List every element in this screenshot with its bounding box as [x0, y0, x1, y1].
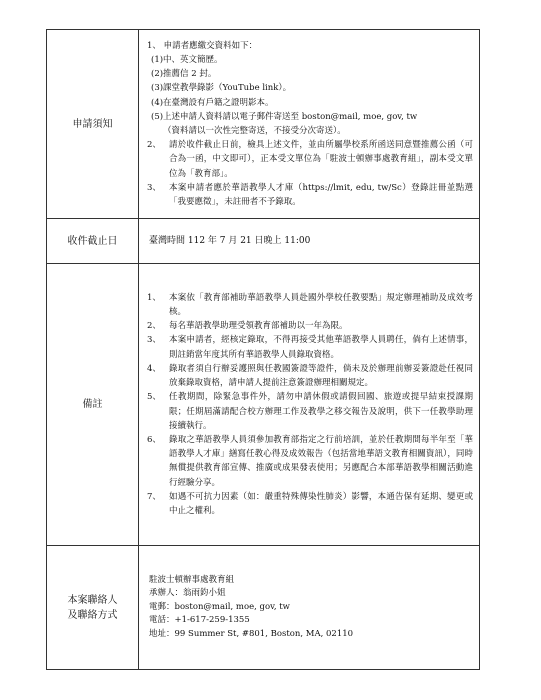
application-subitem: (1)中、英文簡歷。	[151, 54, 223, 65]
remark-item	[147, 333, 473, 361]
application-subitem: (3)課堂教學錄影（YouTube link）。	[151, 83, 292, 94]
remark-item	[147, 362, 473, 390]
remark-item	[147, 490, 473, 518]
item-number: 6、	[147, 434, 161, 445]
contact-office: 駐波士頓辦事處教育組	[149, 574, 235, 585]
contact-phone: 電話：+1-617-259-1355	[149, 615, 250, 626]
contact-label-line: 本案聯絡人	[67, 594, 118, 606]
contact-content	[139, 546, 480, 670]
remarks-content	[139, 264, 480, 546]
item-number: 5、	[147, 392, 161, 403]
remark-item	[147, 390, 473, 433]
contact-row	[47, 546, 480, 670]
item-text: 每名華語教學助理受領教育部補助以一年為限。	[169, 321, 348, 332]
deadline-value: 臺灣時間 112 年 7 月 21 日晚上 11:00	[139, 219, 480, 264]
item-number: 2、	[147, 140, 161, 151]
application-item	[147, 181, 473, 209]
deadline-row	[47, 219, 480, 264]
item-text: 錄取之華語教學人員須參加教育部指定之行前培訓，並於任教期間每半年至「華語教學人才庫」繕寫任教心得及成效報告（包括當地華語文教育相關資訊），同時無償提供教育部宣傳、推廣或成果發表使用；另應配合本部華語教學相關活動進行經驗分享。	[169, 434, 473, 488]
announcement-table	[46, 29, 480, 670]
item-number: 7、	[147, 491, 161, 502]
remarks-label: 備註	[47, 264, 139, 546]
application-subitem: (2)推薦信 2 封。	[151, 69, 217, 80]
application-content	[139, 30, 480, 219]
application-subitem: (5)上述申請人資料請以電子郵件寄送至 boston@mail, moe, gov, tw	[151, 111, 418, 122]
application-row	[47, 30, 480, 219]
remark-item	[147, 433, 473, 490]
item-text: 本案申請者應於華語教學人才庫（https://lmit, edu, tw/Sc）登錄註冊並點選「我要應徵」，未註冊者不予錄取。	[169, 182, 473, 208]
item-text: 如遇不可抗力因素（如：嚴重特殊傳染性肺炎）影響，本通告保有延期、變更或中止之權利。	[169, 491, 473, 516]
contact-address: 地址：99 Summer St, #801, Boston, MA, 02110	[149, 628, 354, 639]
contact-person: 承辦人：翁雨鈞小姐	[149, 588, 226, 599]
item-text: 任教期間，除緊急事件外，請勿申請休假或請假回國、旅遊或提早結束授課期限；任期屆滿請配合校方辦理工作及教學之移交報告及說明，供下一任教學助理接續執行。	[169, 392, 473, 431]
contact-email: 電郵：boston@mail, moe, gov, tw	[149, 601, 290, 612]
deadline-label: 收件截止日	[47, 219, 139, 264]
application-subitem: (4)在臺灣設有戶籍之證明影本。	[151, 97, 274, 108]
item-text: 本案依「教育部補助華語教學人員赴國外學校任教要點」規定辦理補助及成效考核。	[169, 292, 473, 318]
remark-item	[147, 319, 473, 333]
contact-label	[47, 546, 139, 670]
remark-item	[147, 291, 473, 319]
application-subitem-note: （資料請以一次性完整寄送，不接受分次寄送）。	[163, 126, 346, 136]
application-label: 申請須知	[47, 30, 139, 219]
item-number: 4、	[147, 363, 161, 374]
item-text: 錄取者須自行辦妥護照與任教國簽證等證件，倘未及於辦理前辦妥簽證赴任視同放棄錄取資格，請申請人提前注意簽證辦理相關規定。	[169, 363, 473, 389]
item-text: 本案申請者，經核定錄取，不得再接受其他華語教學人員聘任，倘有上述情事，則註銷當年度其所有華語教學人員錄取資格。	[169, 335, 473, 360]
item-number: 3、	[147, 182, 161, 193]
remarks-row	[47, 264, 480, 546]
application-intro: 1、 申請者應繳交資料如下：	[147, 40, 258, 51]
contact-label-line: 及聯絡方式	[67, 609, 118, 621]
item-number: 1、	[147, 292, 161, 303]
item-number: 2、	[147, 321, 161, 332]
item-number: 3、	[147, 335, 161, 346]
item-text: 請於收件截止日前，檢具上述文件，並由所屬學校系所函送同意暨推薦公函（可合為一函，中文即可），正本受文單位為「駐波士頓辦事處教育組」，副本受文單位為「教育部」。	[169, 140, 473, 179]
application-item	[147, 138, 473, 181]
